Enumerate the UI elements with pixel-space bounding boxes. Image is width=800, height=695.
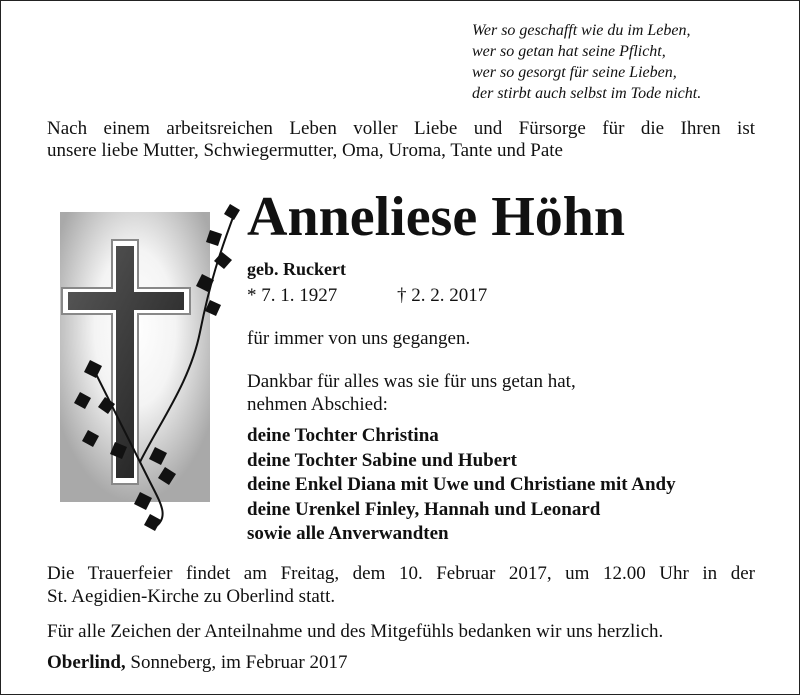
closing-line	[47, 652, 347, 674]
mourner-entry: deine Tochter Sabine und Hubert	[247, 449, 517, 471]
passing-text: für immer von uns gegangen.	[247, 328, 471, 349]
cross-with-ivy-image	[60, 192, 250, 537]
mourner-entry: deine Tochter Christina	[247, 425, 439, 446]
mourners-list	[247, 424, 676, 547]
intro-text	[47, 118, 755, 162]
birth-date: * 7. 1. 1927	[247, 285, 338, 306]
poem-line: der stirbt auch selbst im Tode nicht.	[472, 85, 702, 102]
gratitude-text: Für alle Zeichen der Anteilnahme und des Mitgefühls bedanken wir uns herzlich.	[47, 621, 664, 642]
intro-line: Nach einem arbeitsreichen Leben voller Liebe und Fürsorge für die Ihren ist	[47, 118, 755, 139]
mourner-entry: sowie alle Anverwandten	[247, 523, 449, 544]
poem-line: wer so getan hat seine Pflicht,	[472, 43, 666, 60]
maiden-name: geb. Ruckert	[247, 259, 346, 279]
mourner-entry: deine Urenkel Finley, Hannah und Leonard	[247, 498, 601, 520]
funeral-info	[47, 562, 755, 608]
thanks-text	[247, 370, 576, 416]
intro-line: unsere liebe Mutter, Schwiegermutter, Oma, Uroma, Tante und Pate	[47, 140, 563, 161]
mourner-entry: deine Enkel Diana mit Uwe und Christiane mit Andy	[247, 474, 676, 495]
life-dates	[247, 285, 488, 307]
thanks-line: Dankbar für alles was sie für uns getan hat,	[247, 371, 576, 392]
poem-line: Wer so geschafft wie du im Leben,	[472, 22, 691, 39]
funeral-line: Die Trauerfeier findet am Freitag, dem 10. Februar 2017, um 12.00 Uhr in der	[47, 563, 755, 584]
memorial-poem	[472, 20, 772, 104]
thanks-line: nehmen Abschied:	[247, 394, 388, 415]
poem-line: wer so gesorgt für seine Lieben,	[472, 64, 677, 81]
death-date: † 2. 2. 2017	[397, 285, 488, 306]
closing-date: Sonneberg, im Februar 2017	[125, 652, 348, 673]
deceased-name: Anneliese Höhn	[247, 186, 626, 248]
closing-place: Oberlind,	[47, 652, 126, 673]
funeral-line: St. Aegidien-Kirche zu Oberlind statt.	[47, 586, 336, 607]
